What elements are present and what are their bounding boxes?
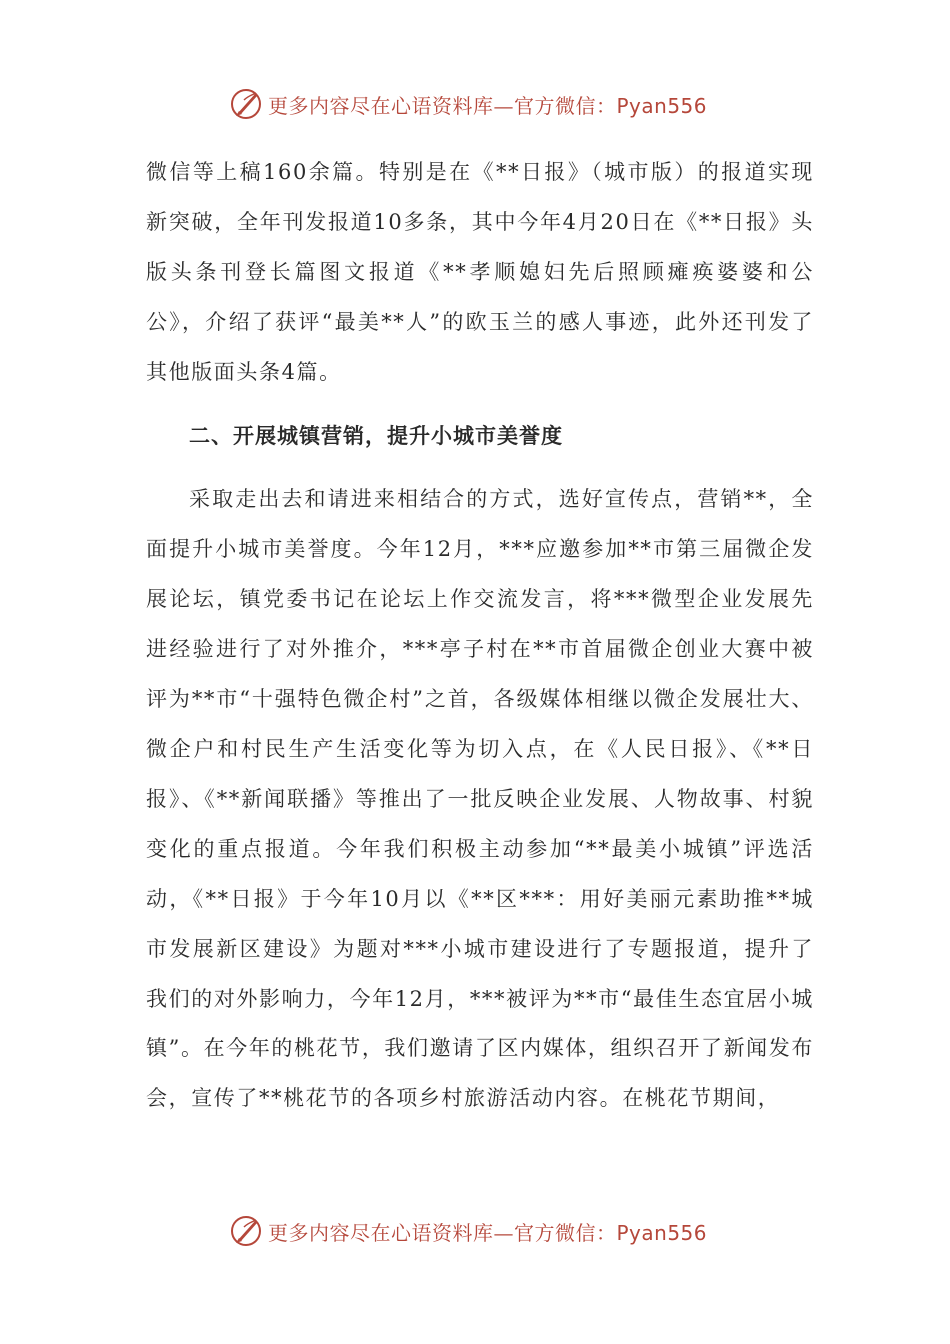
footer-banner-text [268, 1217, 707, 1246]
header-wechat-id: Pyan556 [616, 93, 708, 118]
footer-wechat-id: Pyan556 [616, 1220, 708, 1245]
paragraph: 采取走出去和请进来相结合的方式，选好宣传点，营销**，全面提升小城市美誉度。今年12月，***应邀参加**市第三届微企发展论坛，镇党委书记在论坛上作交流发言，将***微型企业发展先进经验进行了对外推介，***亭子村在**市首届微企创业大赛中被评为**市“十强特色微企村”之首，各级媒体相继以微企发展壮大、微企户和村民生产生活变化等为切入点，在《人民日报》、《**日报》、《**新闻联播》等推出了一批反映企业发展、人物故事、村貌变化的重点报道。今年我们积极主动参加“**最美小城镇”评选活动，《**日报》于今年10月以《**区***：用好美丽元素助推**城市发展新区建设》为题对***小城市建设进行了专题报道，提升了我们的对外影响力，今年12月，***被评为**市“最佳生态宜居小城镇”。在今年的桃花节，我们邀请了区内媒体，组织召开了新闻发布会，宣传了**桃花节的各项乡村旅游活动内容。在桃花节期间， [146, 487, 814, 1111]
quill-pen-logo-icon [228, 86, 264, 122]
section-heading: 二、开展城镇营销，提升小城市美誉度 [189, 423, 563, 448]
quill-pen-logo-icon [228, 1213, 264, 1249]
header-banner-label: 更多内容尽在心语资料库—官方微信： [268, 93, 617, 118]
document-body [146, 148, 814, 1124]
header-banner [228, 84, 728, 124]
header-banner-text [268, 90, 707, 119]
footer-banner [228, 1211, 728, 1251]
paragraph-continued: 微信等上稿160余篇。特别是在《**日报》（城市版）的报道实现新突破，全年刊发报道10多条，其中今年4月20日在《**日报》头版头条刊登长篇图文报道《**孝顺媳妇先后照顾瘫痪婆婆和公公》，介绍了获评“最美**人”的欧玉兰的感人事迹，此外还刊发了其他版面头条4篇。 [146, 160, 814, 384]
footer-banner-label: 更多内容尽在心语资料库—官方微信： [268, 1220, 617, 1245]
